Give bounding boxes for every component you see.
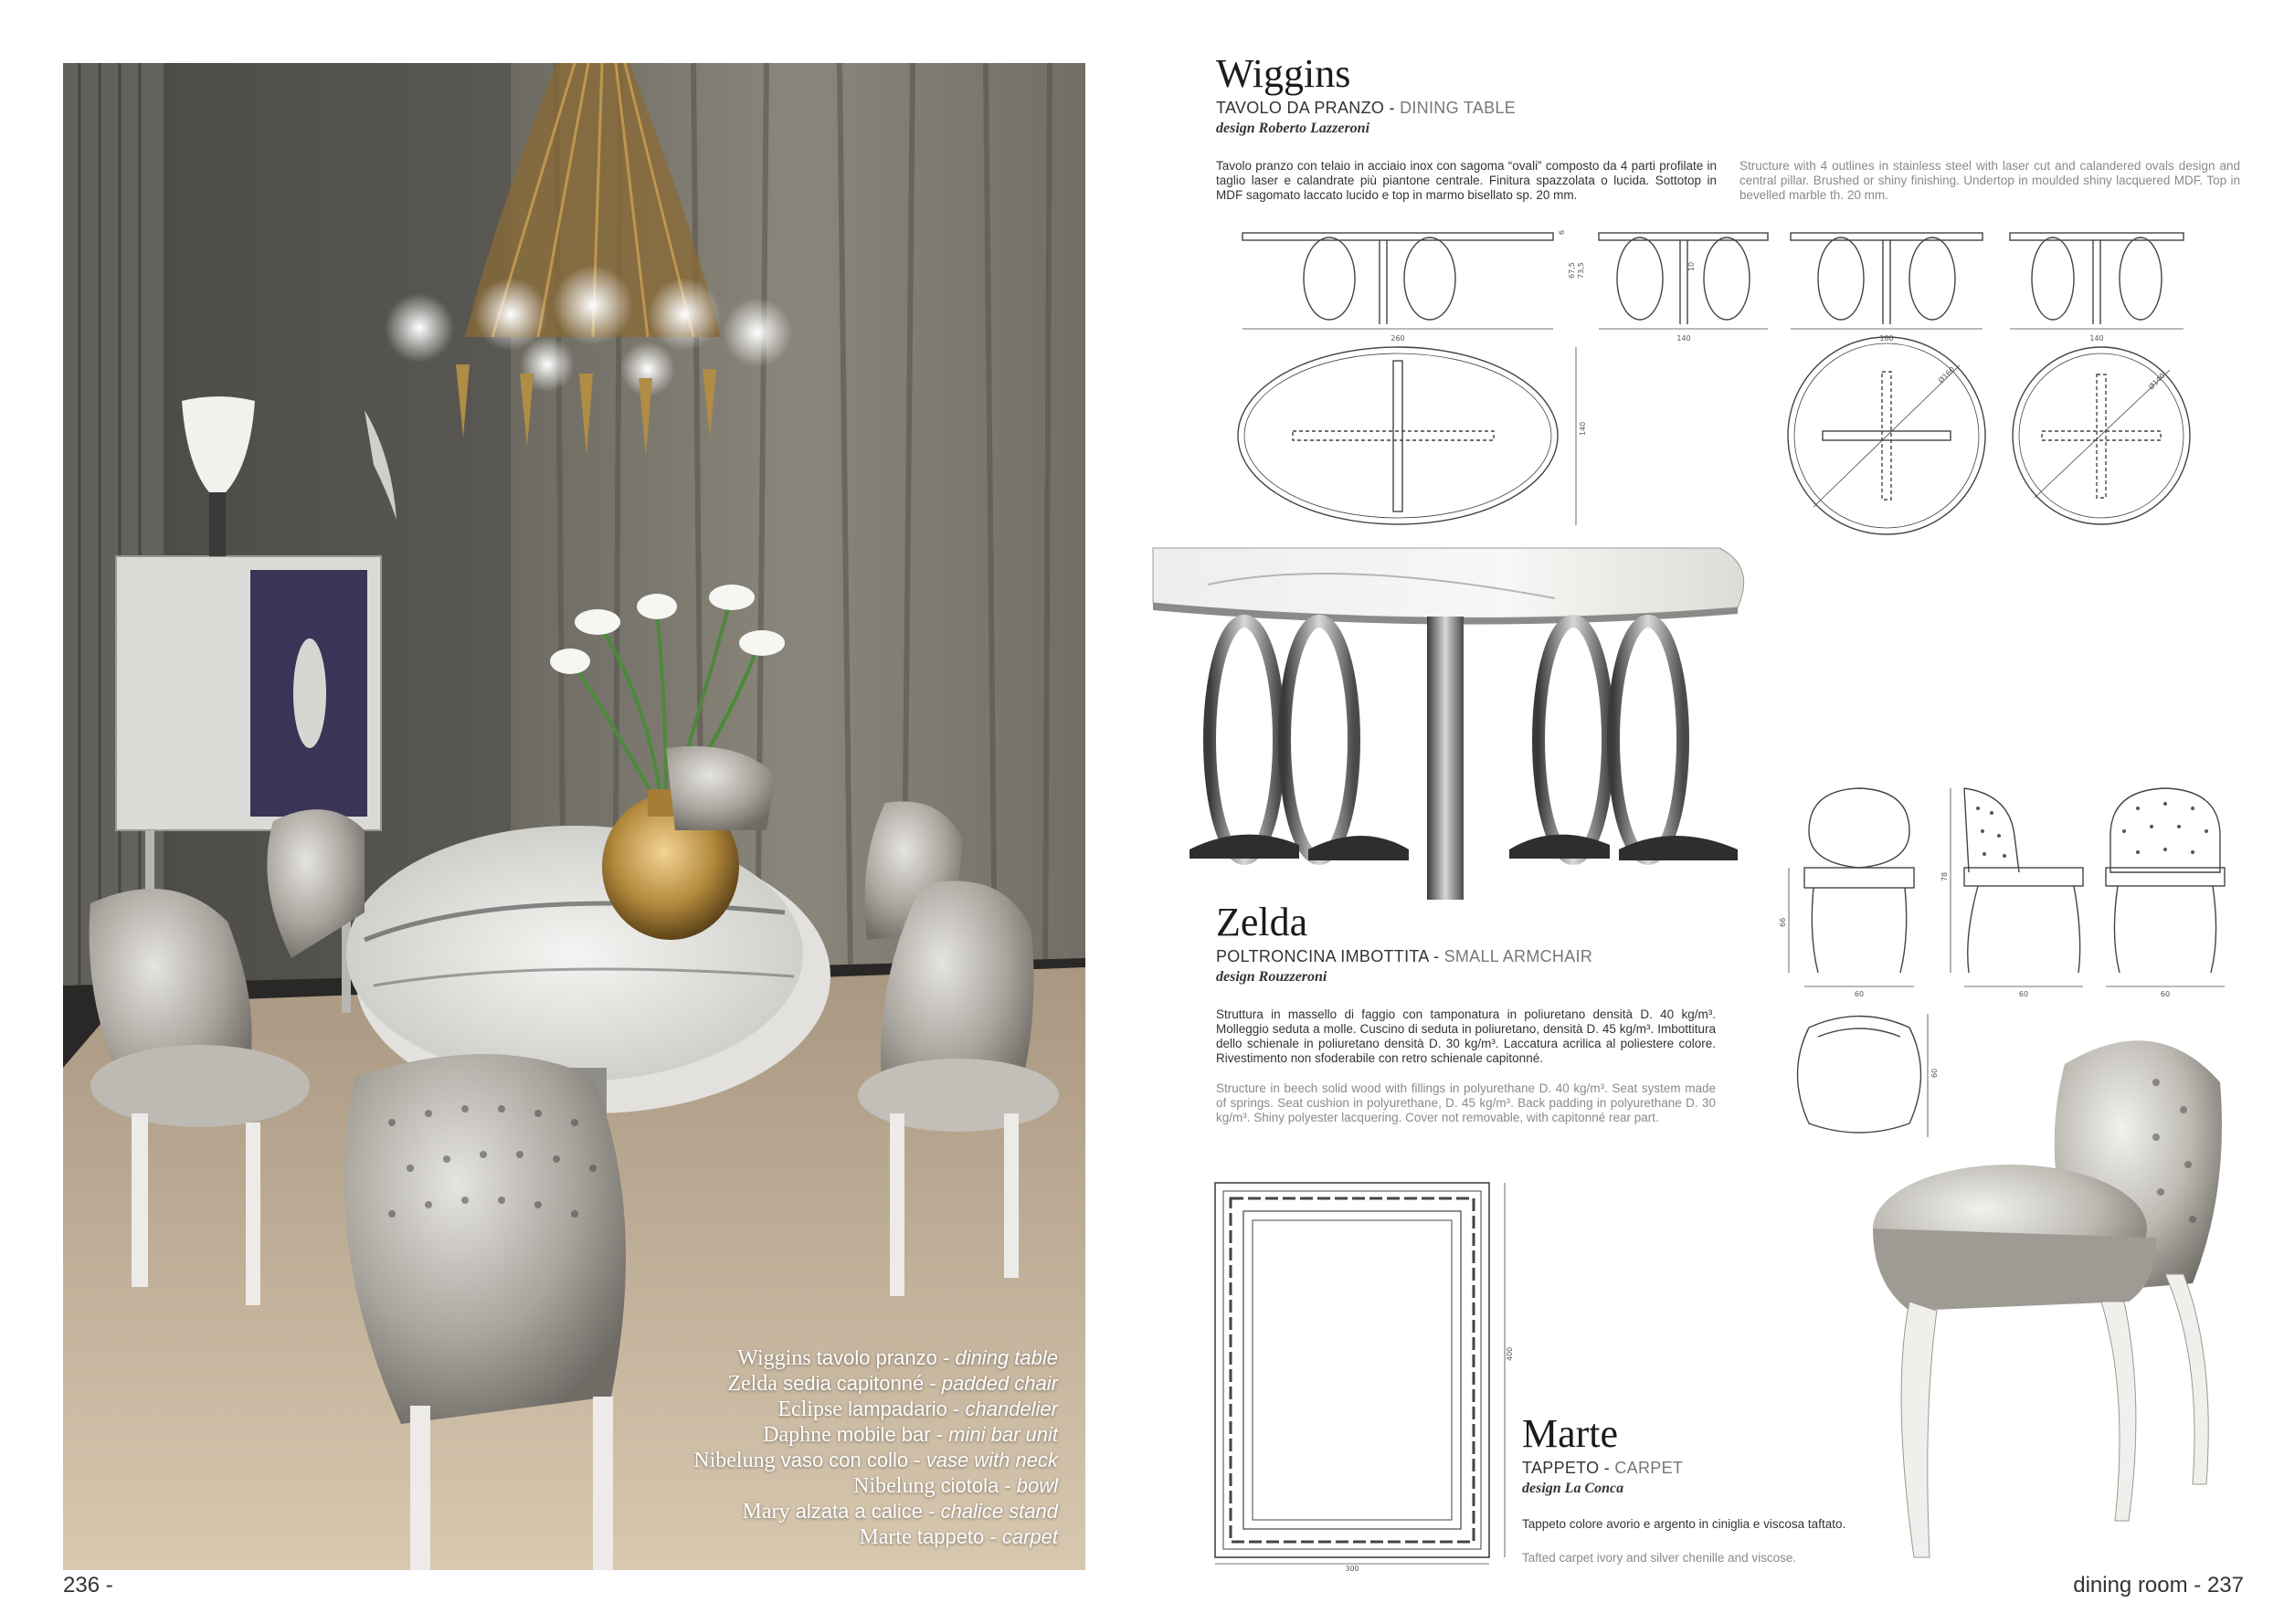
- photo-caption: [693, 1345, 1058, 1550]
- marte-designer: design La Conca: [1522, 1481, 1624, 1496]
- caption-row: Nibelung vaso con collo - vase with neck: [693, 1449, 1058, 1472]
- marte-carpet-drawing: [1211, 1178, 1521, 1571]
- dim-160: 160: [1879, 334, 1894, 343]
- zelda-front-view: [1779, 788, 1914, 998]
- caption-row: Wiggins tavolo pranzo - dining table: [737, 1346, 1058, 1370]
- wiggins-text-it: Tavolo pranzo con telaio in acciaio inox con sagoma “ovali” composto da 4 parti profilate in taglio laser e calandrate più piantone centrale. Finitura spazzolata o lucida. Sottotop in MDF sagomato laccato lucido e top in marmo bisellato sp. 20 mm.: [1216, 159, 1717, 202]
- caption-row: Mary alzata a calice - chalice stand: [742, 1500, 1058, 1524]
- plan-round-160: [1788, 337, 1985, 534]
- marte-title: Marte: [1522, 1411, 1619, 1456]
- dim-140-plan: 140: [1579, 421, 1587, 436]
- caption-row: Nibelung ciotola - bowl: [853, 1474, 1058, 1498]
- zelda-type: POLTRONCINA IMBOTTITA - SMALL ARMCHAIR: [1216, 947, 1593, 965]
- wiggins-type: TAVOLO DA PRANZO - DINING TABLE: [1216, 99, 1517, 117]
- dim-60-d: 60: [1930, 1068, 1939, 1078]
- page-number-left: 236 -: [63, 1573, 113, 1598]
- caption-row: Zelda sedia capitonné - padded chair: [727, 1372, 1058, 1396]
- wiggins-technical-drawings: [1238, 224, 2261, 543]
- wiggins-text-en: Structure with 4 outlines in stainless steel with laser cut and calandered ovals design and central pillar. Brushed or shiny finishing. Undertop in moulded shiny lacquered MDF. Top in bevelled marble th. 20 mm.: [1739, 159, 2240, 202]
- dim-6: 6: [1558, 229, 1566, 235]
- wiggins-title: Wiggins: [1216, 51, 1351, 96]
- dim-300: 300: [1345, 1565, 1359, 1573]
- zelda-text-en: Structure in beech solid wood with fillings in polyurethane D. 40 kg/m³. Seat system made of springs. Seat cushion in polyurethane, D. 45 kg/m³. Back padding in polyurethane D. 30 kg/m³. Shiny polyester lacquering. Cover not removable, with capitonné rear part.: [1216, 1081, 1716, 1124]
- dim-10: 10: [1687, 261, 1696, 271]
- zelda-header: [1216, 902, 1592, 986]
- room-photo: [63, 63, 1085, 1570]
- page-number-right: dining room - 237: [2073, 1573, 2244, 1598]
- zelda-back-view: [2106, 788, 2225, 998]
- dim-400: 400: [1506, 1346, 1514, 1361]
- dim-dia-140: Ø140: [2147, 371, 2167, 392]
- plan-oval: [1238, 347, 1587, 525]
- dim-60-c: 60: [2160, 990, 2171, 998]
- marte-text-en: Tafted carpet ivory and silver chenille and viscose.: [1522, 1551, 1797, 1565]
- zelda-designer: design Rouzzeroni: [1216, 969, 1327, 985]
- plan-round-140: [2013, 347, 2190, 524]
- elevation-260: [1242, 230, 1585, 343]
- dim-66: 66: [1779, 917, 1787, 927]
- caption-row: Marte tappeto - carpet: [859, 1525, 1058, 1549]
- dim-78: 78: [1940, 871, 1949, 881]
- wiggins-header: [1216, 53, 1516, 137]
- dim-260: 260: [1390, 334, 1405, 343]
- wiggins-designer: design Roberto Lazzeroni: [1216, 121, 1370, 136]
- caption-row: Daphne mobile bar - mini bar unit: [763, 1423, 1058, 1447]
- elevation-140: [1599, 233, 1768, 343]
- dim-dia-160: Ø160: [1937, 364, 1957, 385]
- dim-140: 140: [1676, 334, 1691, 343]
- dim-60-b: 60: [2018, 990, 2029, 998]
- dim-73-5: 73,5: [1577, 262, 1585, 279]
- dim-67-5: 67,5: [1568, 262, 1576, 279]
- caption-row: Eclipse lampadario - chandelier: [777, 1397, 1058, 1421]
- dim-60-a: 60: [1854, 990, 1865, 998]
- zelda-text-it: Struttura in massello di faggio con tamponatura in poliuretano densità D. 40 kg/m³. Molleggio seduta a molle. Cuscino di seduta in poliuretano, densità D. 45 kg/m³. Imbottitura dello schienale in poliuretano densità D. 30 kg/m³. Laccatura acrilica al poliestere colore. Rivestimento non sfoderabile con retro schienale capitonné.: [1216, 1007, 1716, 1065]
- elevation-160: [1791, 233, 1983, 343]
- marte-header: [1522, 1413, 1683, 1497]
- elevation-140-round: [2010, 233, 2184, 343]
- zelda-title: Zelda: [1216, 900, 1308, 944]
- wiggins-product-photo: [1153, 548, 1756, 913]
- zelda-side-view: [1940, 788, 2083, 998]
- zelda-product-photo: [1855, 1009, 2220, 1571]
- dim-140-b: 140: [2089, 334, 2104, 343]
- marte-text-it: Tappeto colore avorio e argento in ciniglia e viscosa taftato.: [1522, 1517, 1846, 1531]
- marte-type: TAPPETO - CARPET: [1522, 1459, 1684, 1477]
